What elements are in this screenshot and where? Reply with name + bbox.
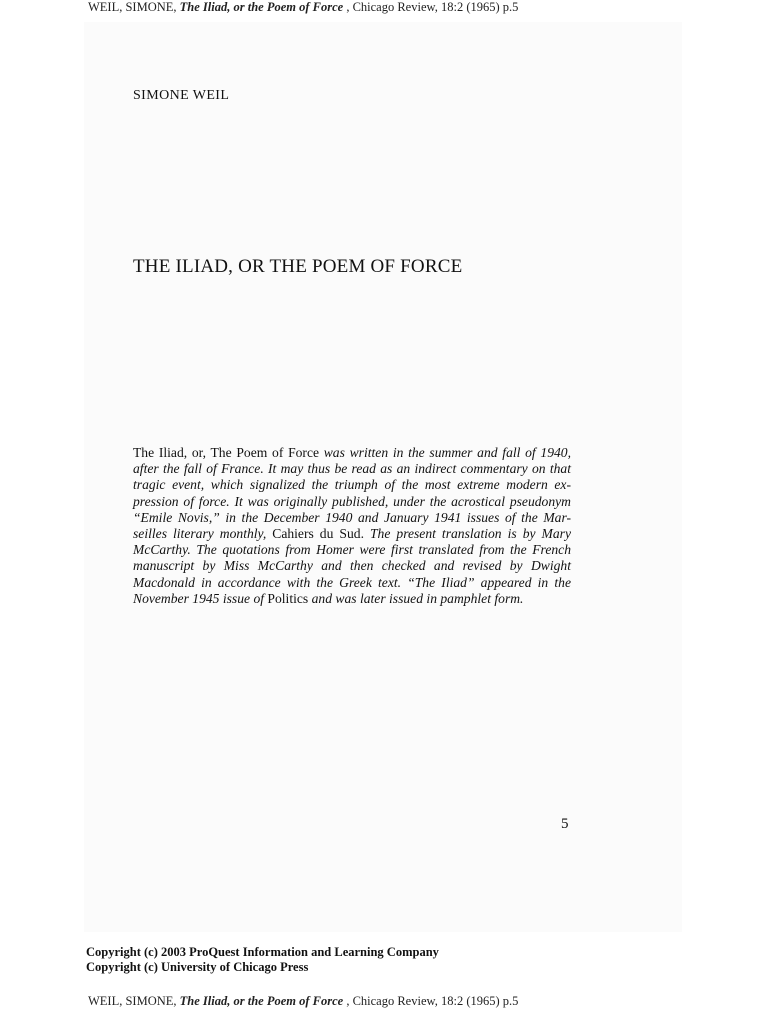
copyright-proquest: Copyright (c) 2003 ProQuest Information and Learning Company: [86, 945, 439, 959]
note-line: [133, 526, 571, 542]
footer-author: WEIL, SIMONE,: [88, 994, 180, 1008]
note-run: .: [360, 526, 370, 542]
note-run: Cahiers du Sud: [272, 526, 361, 542]
citation-footer: [88, 994, 518, 1009]
citation-header: [88, 0, 518, 15]
note-run: pression of force. It was originally published, under the acrostical pseudonym: [133, 493, 571, 509]
header-author: WEIL, SIMONE,: [88, 0, 180, 14]
footer-work-title: The Iliad, or the Poem of Force: [179, 994, 344, 1008]
note-run: The Iliad, or, The Poem of Force: [133, 445, 324, 460]
note-line: [133, 575, 571, 591]
note-run: after the fall of France. It may thus be read as an indirect commentary on that: [133, 461, 571, 477]
note-run: seilles literary monthly,: [133, 526, 273, 542]
article-title: THE ILIAD, OR THE POEM OF FORCE: [133, 256, 463, 277]
note-line: [133, 510, 571, 526]
note-run: was written in the summer and fall of 1940,: [323, 445, 571, 460]
header-work-title: The Iliad, or the Poem of Force: [179, 0, 344, 14]
footer-citation: , Chicago Review, 18:2 (1965) p.5: [343, 994, 519, 1008]
note-run: tragic event, which signalized the triumph of the most extreme modern ex-: [133, 477, 571, 493]
note-run: and was later issued in pamphlet form.: [308, 590, 524, 606]
note-run: “Emile Novis,” in the December 1940 and January 1941 issues of the Mar-: [133, 509, 571, 525]
note-line: [133, 445, 571, 461]
note-run: McCarthy. The quotations from Homer were first translated from the French: [133, 542, 571, 558]
note-run: November 1945 issue of: [133, 590, 268, 606]
copyright-chicago-press: Copyright (c) University of Chicago Press: [86, 960, 309, 974]
note-run: The present translation is by Mary: [369, 526, 571, 542]
note-run: Macdonald in accordance with the Greek text. “The Iliad” appeared in the: [133, 574, 571, 590]
note-line: [133, 591, 571, 607]
note-line: [133, 558, 571, 574]
note-line: [133, 477, 571, 493]
page-number: 5: [561, 816, 569, 832]
header-citation: , Chicago Review, 18:2 (1965) p.5: [343, 0, 519, 14]
note-run: manuscript by Miss McCarthy and then checked and revised by Dwight: [133, 558, 571, 574]
note-line: [133, 461, 571, 477]
article-author: SIMONE WEIL: [133, 88, 230, 103]
editorial-note: [133, 445, 571, 607]
note-line: [133, 542, 571, 558]
note-line: [133, 494, 571, 510]
note-run: Politics: [267, 590, 309, 606]
